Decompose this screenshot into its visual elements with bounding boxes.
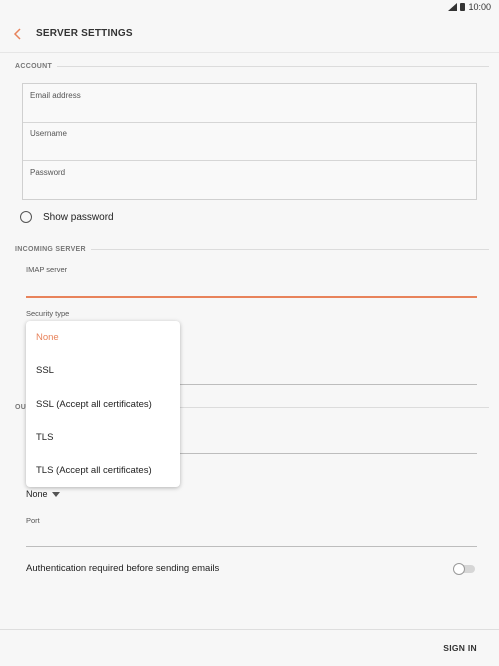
section-divider	[57, 66, 489, 67]
status-bar	[0, 0, 499, 16]
outgoing-security-value: None	[26, 489, 48, 499]
section-incoming-label: INCOMING SERVER	[15, 246, 86, 253]
section-incoming	[15, 246, 489, 253]
status-time: 10:00	[468, 2, 491, 12]
show-password-label: Show password	[43, 211, 114, 223]
show-password-radio[interactable]	[20, 211, 32, 223]
battery-icon	[460, 3, 465, 11]
toggle-knob	[453, 563, 465, 575]
port-label: Port	[26, 516, 40, 525]
caret-down-icon	[52, 492, 60, 497]
outgoing-security-select[interactable]	[26, 488, 60, 500]
email-field-label: Email address	[30, 91, 81, 100]
section-account-label: ACCOUNT	[15, 63, 53, 70]
auth-required-label: Authentication required before sending emails	[26, 563, 220, 574]
account-fields-box	[22, 83, 477, 200]
security-type-label: Security type	[26, 309, 70, 318]
username-field[interactable]	[23, 122, 476, 161]
dropdown-option-none[interactable]: None	[36, 332, 59, 343]
footer-divider	[0, 629, 499, 630]
dropdown-option-ssl-accept-all[interactable]: SSL (Accept all certificates)	[36, 399, 152, 410]
email-field[interactable]	[23, 84, 476, 123]
password-field[interactable]	[23, 161, 476, 199]
auth-required-toggle[interactable]	[453, 563, 475, 575]
section-outgoing-label: OU	[15, 404, 27, 411]
dropdown-option-tls[interactable]: TLS	[36, 432, 54, 443]
auth-required-row	[26, 562, 477, 576]
password-field-label: Password	[30, 168, 66, 177]
section-account	[15, 63, 489, 70]
status-icons	[448, 2, 491, 12]
show-password-option[interactable]	[20, 209, 114, 225]
section-divider	[91, 249, 489, 250]
signal-icon	[448, 3, 457, 11]
dropdown-option-tls-accept-all[interactable]: TLS (Accept all certificates)	[36, 465, 152, 476]
imap-server-label: IMAP server	[26, 265, 68, 274]
username-field-label: Username	[30, 129, 67, 138]
outgoing-port-input[interactable]	[26, 546, 477, 547]
security-type-dropdown	[26, 321, 180, 487]
dropdown-option-ssl[interactable]: SSL	[36, 365, 54, 376]
sign-in-button[interactable]: SIGN IN	[443, 643, 477, 653]
imap-server-input[interactable]	[26, 296, 477, 298]
header-bar	[0, 16, 499, 53]
back-arrow-icon[interactable]	[10, 26, 26, 42]
page-title: SERVER SETTINGS	[36, 28, 133, 39]
